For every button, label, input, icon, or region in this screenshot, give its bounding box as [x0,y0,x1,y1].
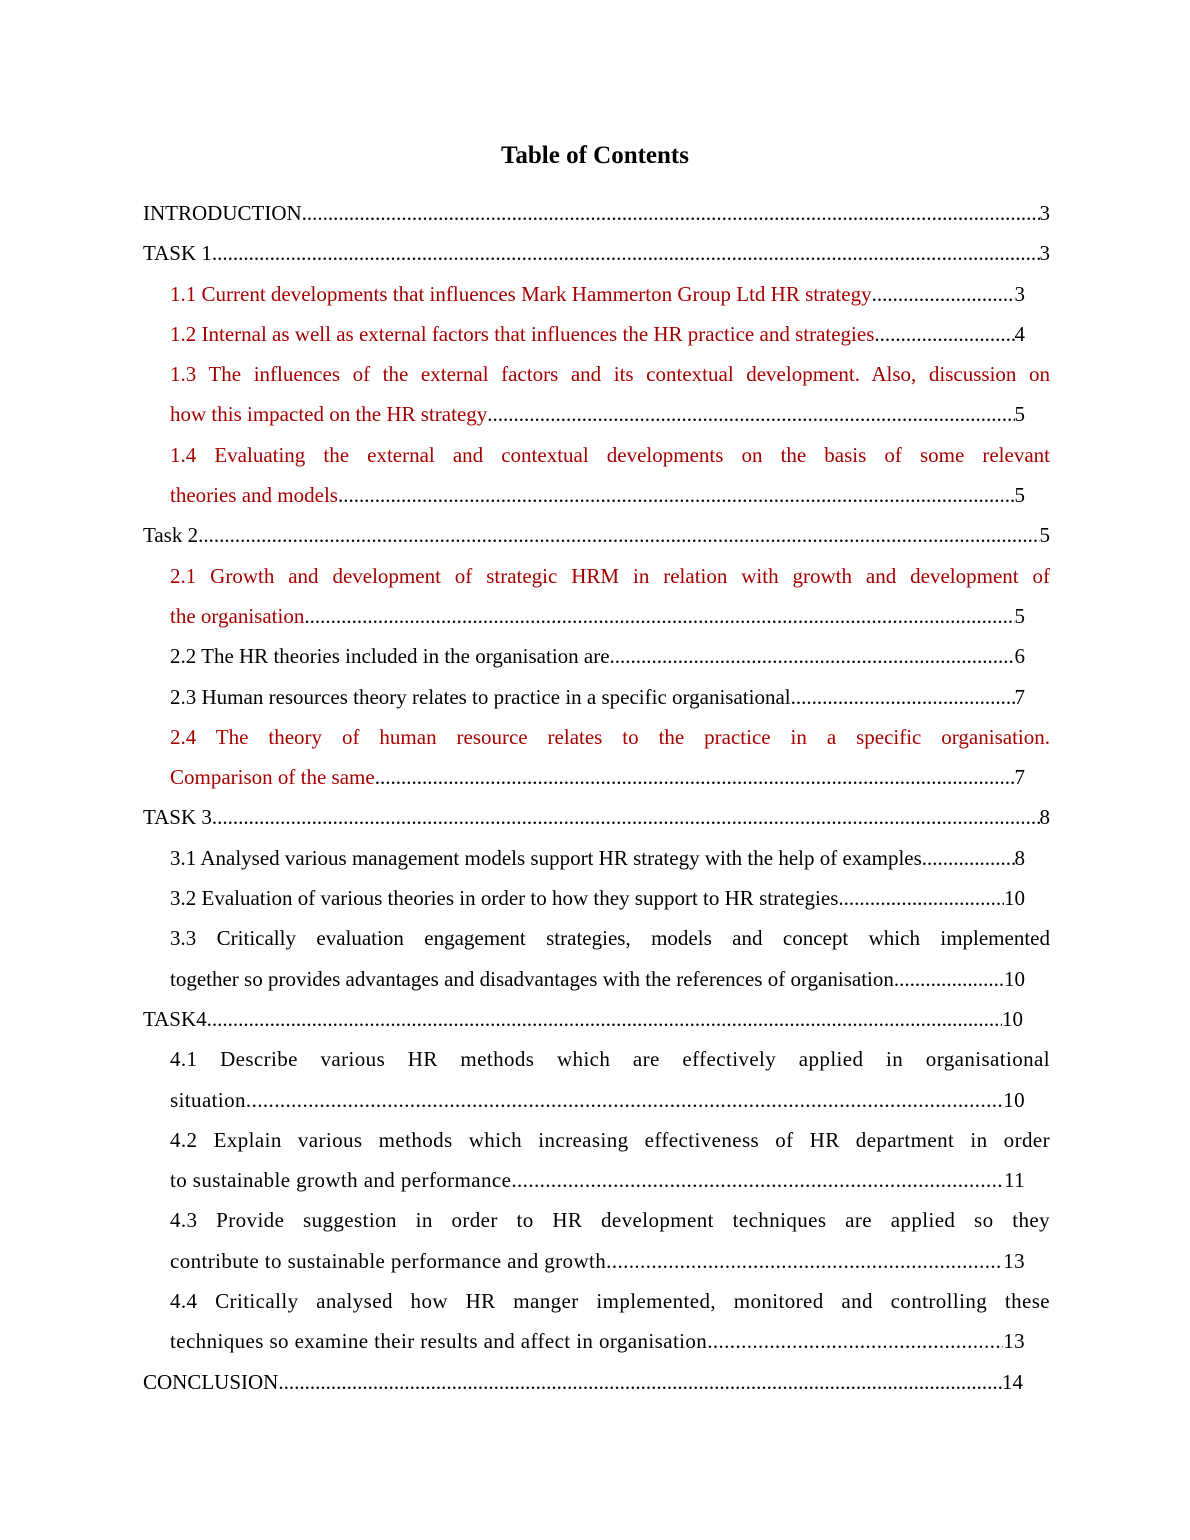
toc-entry-label: INTRODUCTION [143,201,302,225]
toc-entry-label: 2.1 Growth and development of strategic HRM in relation with growth and development of [170,563,1050,588]
toc-entry-label: 4.3 Provide suggestion in order to HR development techniques are applied so they [170,1208,1050,1233]
dot-leader [375,757,1015,797]
toc-entry-label: 4.2 Explain various methods which increasing effectiveness of HR department in order [170,1127,1050,1152]
toc-entry-task-3[interactable] [143,797,1050,837]
toc-page-number: 5 [1014,483,1025,508]
toc-entry-label: TASK 3 [143,805,212,830]
dot-leader [872,274,1015,314]
dot-leader [927,838,1014,878]
dot-leader [212,233,1040,273]
toc-entry-label: 1.2 Internal as well as external factors that influences the HR practice and strategies [170,321,875,346]
toc-entry-1-2[interactable] [170,314,1025,354]
toc-entry-task-1[interactable] [143,233,1050,273]
toc-page-number: 11 [1003,1168,1025,1193]
dot-leader [791,677,1015,717]
toc-page-number: 10 [1002,1006,1023,1031]
toc-entry-last-line [170,394,1025,434]
toc-entry-label: 3.1 Analysed various management models support HR strategy with the help of examples. [170,845,928,870]
dot-leader [874,314,1014,354]
toc-page-number: 10 [1004,966,1025,991]
toc-entry-1-1[interactable] [170,274,1025,314]
toc-entry-label-end: situation. [170,1087,252,1112]
toc-entry-label: 3.2 Evaluation of various theories in order to how they support to HR strategies [170,886,839,911]
toc-entry-task-2[interactable] [143,515,1050,555]
dot-leader [713,1321,1003,1361]
dot-leader [207,999,1002,1039]
toc-entry-introduction[interactable] [143,193,1050,233]
toc-entry-label-end: the organisation [170,603,305,628]
toc-list [143,193,1050,1402]
toc-entry-1-4[interactable] [170,435,1050,516]
toc-page-number: 5 [1014,603,1025,628]
toc-page-number: 7 [1014,684,1025,709]
toc-entry-label: 2.4 The theory of human resource relates to the practice in a specific organisation. [170,724,1050,749]
toc-entry-label: 1.4 Evaluating the external and contextual developments on the basis of some relevant [170,442,1050,467]
toc-page-number: 10 [1003,1087,1025,1112]
toc-entry-4-4[interactable] [170,1281,1050,1362]
toc-entry-label-end: how this impacted on the HR strategy [170,402,488,427]
toc-entry-2-3[interactable] [170,677,1025,717]
dot-leader [198,515,1039,555]
dot-leader [252,1080,1004,1120]
toc-page-number: 13 [1003,1329,1025,1354]
toc-entry-label: Task 2 [143,523,199,548]
toc-entry-label-end: contribute to sustainable performance and growth. [170,1248,612,1273]
toc-entry-2-4[interactable] [170,717,1050,798]
toc-entry-label: 3.3 Critically evaluation engagement strategies, models and concept which implemented [170,926,1050,951]
toc-entry-label-end: to sustainable growth and performance. [170,1168,518,1193]
toc-page-number: 6 [1014,644,1025,669]
toc-entry-last-line [170,1080,1025,1120]
toc-entry-label: CONCLUSION [143,1369,279,1394]
toc-entry-label: 4.4 Critically analysed how HR manger implemented, monitored and controlling these [170,1289,1050,1314]
toc-entry-last-line [170,1321,1025,1361]
toc-entry-label: 4.1 Describe various HR methods which are effectively applied in organisational [170,1047,1050,1072]
toc-entry-last-line [170,475,1025,515]
toc-entry-label: 1.1 Current developments that influences Mark Hammerton Group Ltd HR strategy [170,281,872,306]
dot-leader [838,878,1004,918]
dot-leader [487,394,1014,434]
toc-entry-label-end: theories and models [170,483,338,508]
toc-entry-label-end: techniques so examine their results and affect in organisation. [170,1329,713,1354]
dot-leader [612,1241,1003,1281]
toc-entry-last-line [170,1241,1025,1281]
dot-leader [610,636,1015,676]
toc-page-number: 14 [1002,1369,1023,1394]
toc-entry-conclusion[interactable] [143,1362,1023,1402]
toc-page-number: 7 [1014,765,1025,790]
toc-entry-3-3[interactable] [170,918,1050,999]
toc-entry-label-end: Comparison of the same [170,765,375,790]
toc-entry-last-line [170,596,1025,636]
toc-entry-label: TASK4 [143,1006,207,1031]
toc-page-number: 4 [1014,321,1025,346]
toc-page-number: 5 [1039,523,1050,548]
toc-entry-label: 2.2 The HR theories included in the organisation are [170,644,610,669]
toc-page-number: 10 [1004,886,1025,911]
dot-leader [304,596,1014,636]
dot-leader [278,1362,1002,1402]
toc-page-number: 13 [1003,1248,1025,1273]
toc-entry-4-2[interactable] [170,1120,1050,1201]
toc-entry-last-line [170,959,1025,999]
toc-entry-last-line [170,1160,1025,1200]
toc-entry-3-1[interactable] [170,838,1025,878]
toc-entry-2-2[interactable] [170,636,1025,676]
toc-page-number: 8 [1014,845,1025,870]
toc-entry-label: 1.3 The influences of the external factors and its contextual development. Also, discussion on [170,362,1050,387]
toc-page-number: 3 [1039,241,1050,266]
toc-page-number: 8 [1039,805,1050,830]
toc-entry-2-1[interactable] [170,556,1050,637]
toc-entry-last-line [170,757,1025,797]
toc-entry-4-1[interactable] [170,1039,1050,1120]
toc-entry-label: 2.3 Human resources theory relates to practice in a specific organisational [170,684,791,709]
toc-entry-task-4[interactable] [143,999,1023,1039]
dot-leader [338,475,1015,515]
toc-entry-label-end: together so provides advantages and disadvantages with the references of organisation. [170,966,900,991]
toc-page-number: 3 [1014,281,1025,306]
dot-leader [517,1160,1004,1200]
toc-entry-label: TASK 1 [143,241,212,266]
dot-leader [899,959,1004,999]
toc-entry-4-3[interactable] [170,1200,1050,1281]
toc-page-number: 5 [1014,402,1025,427]
toc-title: Table of Contents [501,142,689,169]
toc-entry-3-2[interactable] [170,878,1025,918]
dot-leader [212,797,1040,837]
toc-page-number: 3 [1039,201,1050,225]
dot-leader [302,193,1040,233]
toc-entry-1-3[interactable] [170,354,1050,435]
